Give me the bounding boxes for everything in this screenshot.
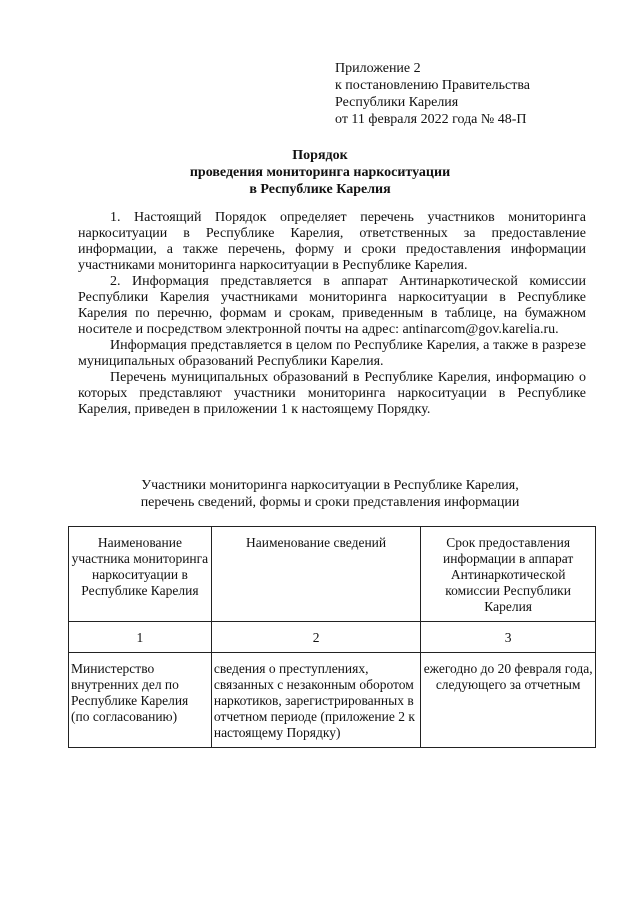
column-number: 2	[211, 622, 420, 653]
document-title	[0, 147, 640, 198]
title-line: в Республике Карелия	[249, 182, 391, 197]
header-participant: Наименование участника мониторинга наркоситуации в Республике Карелия	[69, 527, 212, 622]
caption-line: Участники мониторинга наркоситуации в Республике Карелия,	[141, 478, 519, 493]
appendix-line: Приложение 2	[335, 61, 421, 76]
title-line: проведения мониторинга наркоситуации	[189, 165, 451, 180]
cell-deadline: ежегодно до 20 февраля года, следующего за отчетным	[421, 653, 596, 748]
title-line: Порядок	[292, 148, 348, 163]
column-number: 1	[69, 622, 212, 653]
appendix-reference	[335, 60, 595, 128]
appendix-line: Республики Карелия	[335, 95, 459, 110]
column-number-row	[69, 622, 596, 653]
paragraph: Информация представляется в целом по Республике Карелия, а также в разрезе муниципальных образований Республики Карелия.	[78, 338, 586, 369]
header-info: Наименование сведений	[211, 527, 420, 622]
table-row	[69, 653, 596, 748]
table-caption	[0, 477, 640, 511]
participants-table	[68, 526, 596, 748]
cell-participant: Министерство внутренних дел по Республике Карелия (по согласованию)	[69, 653, 212, 748]
paragraph: 1. Настоящий Порядок определяет перечень участников мониторинга наркоситуации в Республике Карелия, ответственных за предоставление информации, а также перечень, форму и сроки предоставления информации участниками мониторинга наркоситуации в Республике Карелия.	[78, 210, 586, 273]
document-body	[78, 210, 586, 418]
column-number: 3	[421, 622, 596, 653]
header-deadline: Срок предоставления информации в аппарат Антинаркотической комиссии Республики Карелия	[421, 527, 596, 622]
cell-info: сведения о преступлениях, связанных с незаконным оборотом наркотиков, зарегистрированных в отчетном периоде (приложение 2 к настоящему Порядку)	[211, 653, 420, 748]
paragraph: Перечень муниципальных образований в Республике Карелия, информацию о которых представляют участники мониторинга наркоситуации в Республике Карелия, приведен в приложении 1 к настоящему Порядку.	[78, 370, 586, 417]
caption-line: перечень сведений, формы и сроки представления информации	[140, 495, 520, 510]
paragraph: 2. Информация представляется в аппарат Антинаркотической комиссии Республики Карелия участниками мониторинга наркоситуации в Республике Карелия по перечню, формам и срокам, приведенным в таблице, на бумажном носителе и посредством электронной почты на адрес: antinarcom@gov.karelia.ru.	[78, 274, 586, 337]
appendix-line: от 11 февраля 2022 года № 48-П	[335, 112, 527, 127]
appendix-line: к постановлению Правительства	[335, 78, 531, 93]
table-header-row	[69, 527, 596, 622]
